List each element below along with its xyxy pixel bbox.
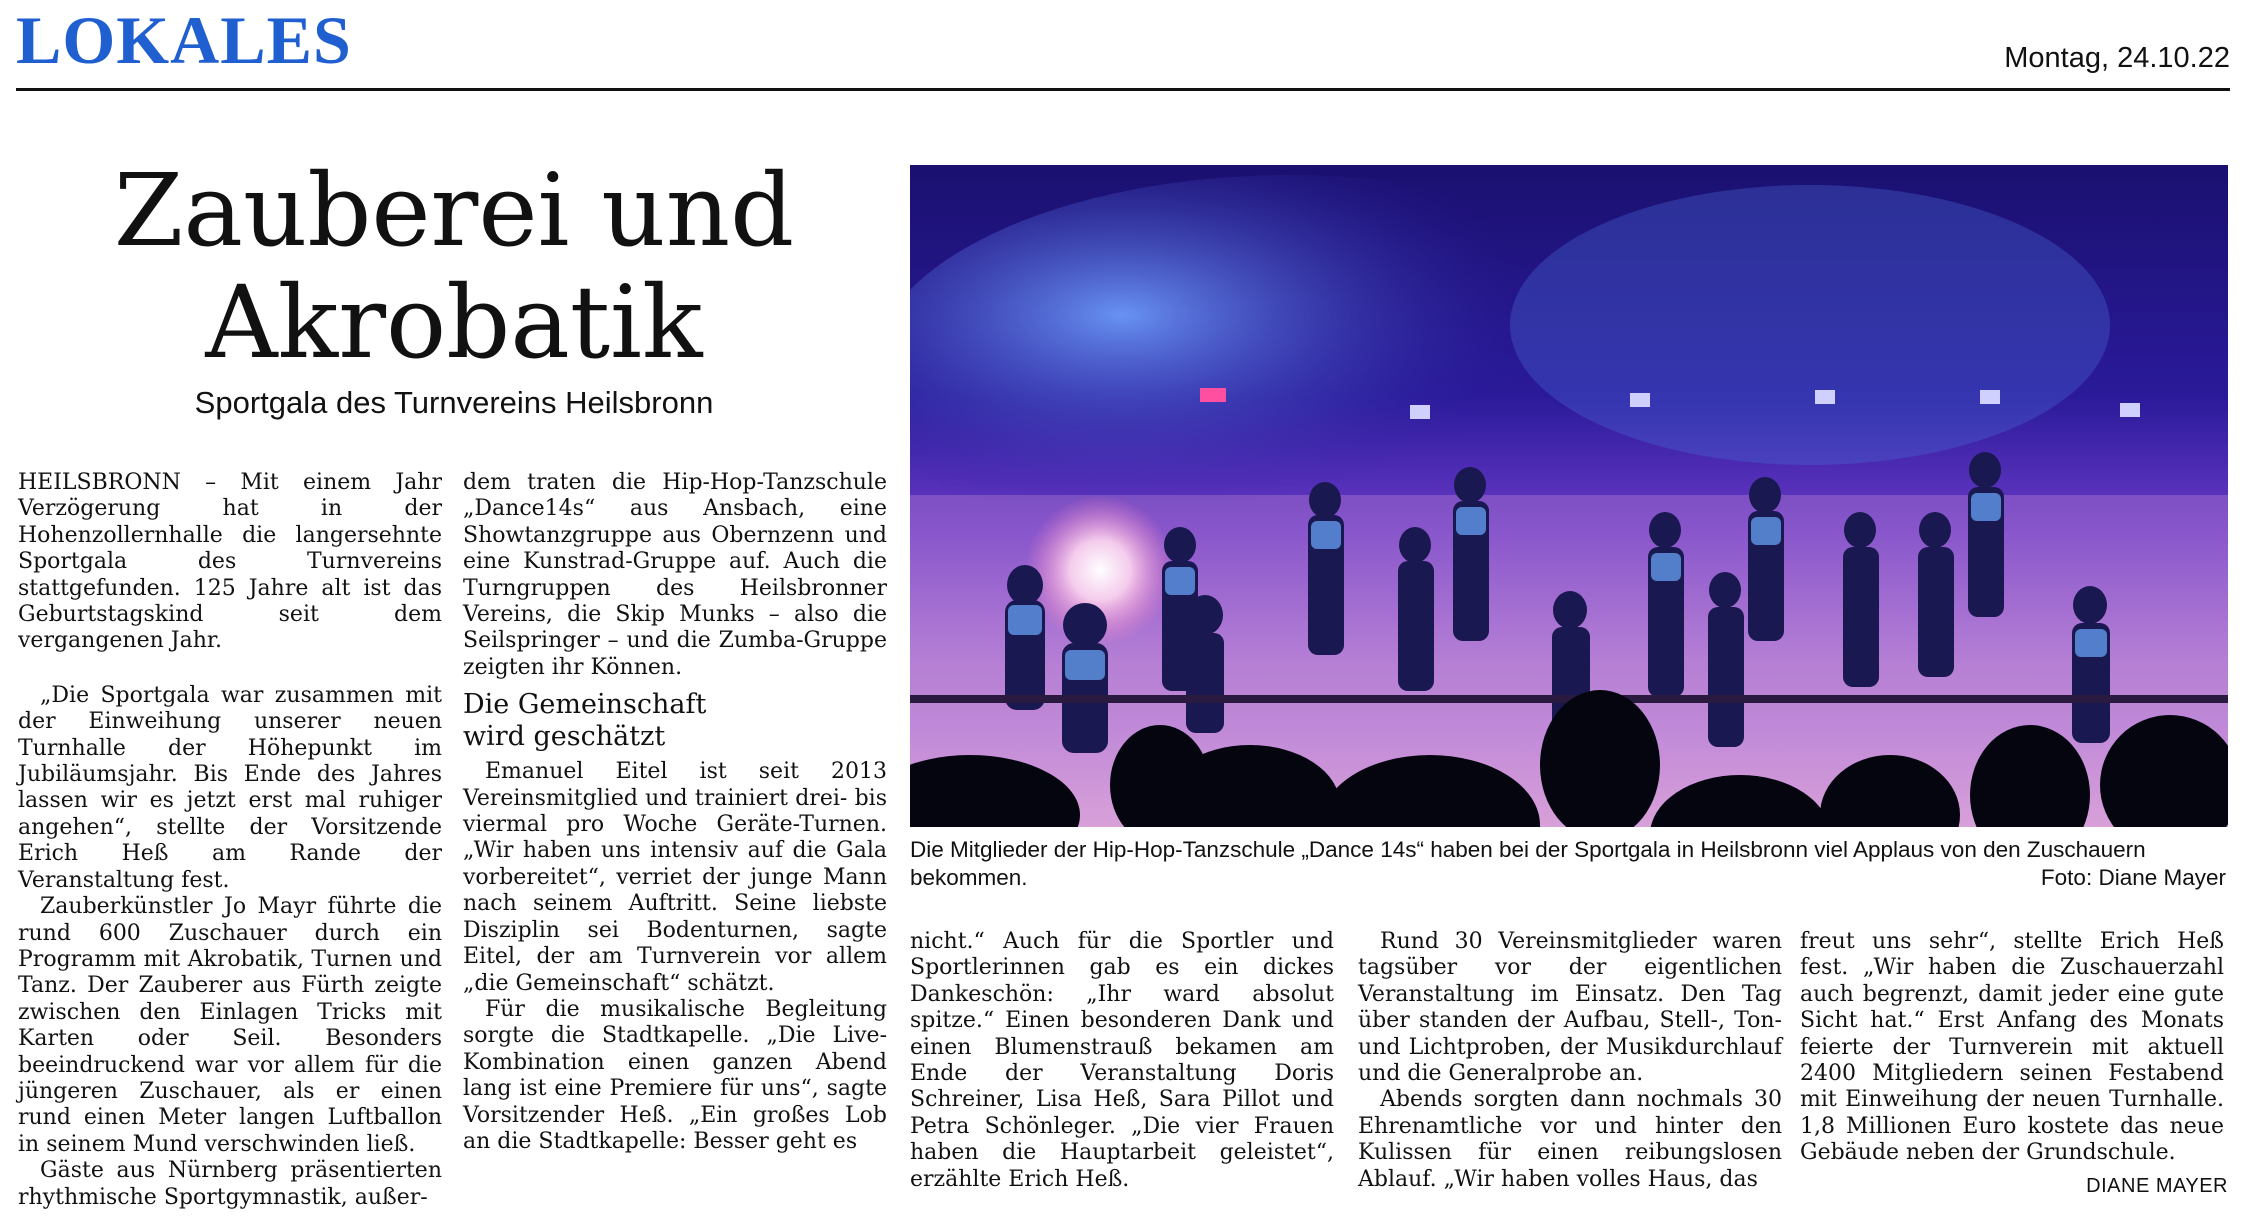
header-rule: [16, 88, 2230, 91]
article-column-2: [463, 470, 887, 1155]
paragraph: HEILSBRONN – Mit einem Jahr Verzögerung hat in der Hohenzollernhalle die langersehnte Sportgala des Turnvereins stattgefunden. 125 Jahre alt ist das Geburtstagskind seit dem vergangenen Jahr.: [18, 470, 442, 654]
subheading: [463, 689, 887, 753]
paragraph: „Die Sportgala war zusammen mit der Einweihung unserer neuen Turnhalle der Höhepunkt im Jubiläumsjahr. Bis Ende des Jahres lassen wir es jetzt erst mal ruhiger angehen“, stellte der Vorsitzende Erich Heß am Rande der Veranstaltung fest.: [18, 682, 442, 893]
caption-text: Die Mitglieder der Hip-Hop-Tanzschule „Dance 14s“ haben bei der Sportgala in Heilsbronn viel Applaus von den Zuschauern bekommen.: [910, 837, 2146, 890]
dance-stage-image: [910, 165, 2228, 827]
headline-line-1: Zauberei und: [113, 152, 795, 269]
issue-date: Montag, 24.10.22: [2004, 42, 2230, 74]
paragraph: Für die musikalische Begleitung sorgte die Stadtkapelle. „Die Live-Kombination einen ganzen Abend lang ist eine Premiere für uns“, sagte Vorsitzender Heß. „Ein großes Lob an die Stadtkapelle: Besser geht es: [463, 996, 887, 1154]
paragraph: Abends sorgten dann nochmals 30 Ehrenamtliche vor und hinter den Kulissen für einen reibungslosen Ablauf. „Wir haben volles Haus, das: [1358, 1087, 1782, 1192]
paragraph: Zauberkünstler Jo Mayr führte die rund 600 Zuschauer durch ein Programm mit Akrobatik, Turnen und Tanz. Der Zauberer aus Fürth zeigte zwischen den Einlagen Tricks mit Karten oder Seil. Besonders beeindruckend war vor allem für die jüngeren Zuschauer, als er einen rund einen Meter langen Luftballon in seinem Mund verschwinden ließ.: [18, 894, 442, 1157]
paragraph: Rund 30 Vereinsmitglieder waren tagsüber vor der eigentlichen Veranstaltung im Einsatz. Den Tag über standen der Aufbau, Stell-, Ton- und Lichtproben, der Musikdurchlauf und die Generalprobe an.: [1358, 929, 1782, 1087]
article-headline: [24, 152, 884, 381]
paragraph: dem traten die Hip-Hop-Tanzschule „Dance14s“ aus Ansbach, eine Showtanzgruppe aus Obernzenn und eine Kunstrad-Gruppe auf. Auch die Turngruppen des Heilsbronner Vereins, die Skip Munks – also die Seilspringer – und die Zumba-Gruppe zeigten ihr Können.: [463, 470, 887, 680]
section-title: LOKALES: [16, 2, 352, 78]
article-subtitle: Sportgala des Turnvereins Heilsbronn: [194, 385, 714, 420]
article-column-4: [1358, 929, 1782, 1193]
paragraph: freut uns sehr“, stellte Erich Heß fest. „Wir haben die Zuschauerzahl auch begrenzt, damit jeder eine gute Sicht hat.“ Erst Anfang des Monats feierte der Turnverein mit aktuell 2400 Mitgliedern seinen Festabend mit Einweihung der neuen Turnhalle. 1,8 Millionen Euro kostete das neue Gebäude neben der Grundschule.: [1800, 929, 2224, 1166]
subheading-line-2: wird geschätzt: [463, 721, 666, 753]
photo-caption: [910, 836, 2226, 892]
author-byline: DIANE MAYER: [2086, 1175, 2228, 1197]
article-column-3: [910, 929, 1334, 1193]
headline-line-2: Akrobatik: [205, 264, 703, 381]
photo-credit: Foto: Diane Mayer: [2040, 865, 2226, 890]
article-column-5: [1800, 929, 2224, 1167]
paragraph: Emanuel Eitel ist seit 2013 Vereinsmitglied und trainiert drei- bis viermal pro Woche Geräte-Turnen. „Wir haben uns intensiv auf die Gala vorbereitet“, verriet der junge Mann nach seinem Auftritt. Seine liebste Disziplin sei Bodenturnen, sagte Eitel, der am Turnverein vor allem „die Gemeinschaft“ schätzt.: [463, 759, 887, 996]
paragraph: Gäste aus Nürnberg präsentierten rhythmische Sportgymnastik, außer-: [18, 1158, 442, 1210]
article-column-1: [18, 470, 442, 1211]
subheading-line-1: Die Gemeinschaft: [463, 689, 707, 721]
article-photo: [910, 165, 2228, 827]
paragraph: nicht.“ Auch für die Sportler und Sportlerinnen gab es ein dickes Dankeschön: „Ihr ward absolut spitze.“ Einen besonderen Dank und einen Blumenstrauß bekamen am Ende der Veranstaltung Doris Schreiner, Lisa Heß, Sara Pillot und Petra Schönleger. „Die vier Frauen haben die Hauptarbeit geleistet“, erzählte Erich Heß.: [910, 929, 1334, 1192]
